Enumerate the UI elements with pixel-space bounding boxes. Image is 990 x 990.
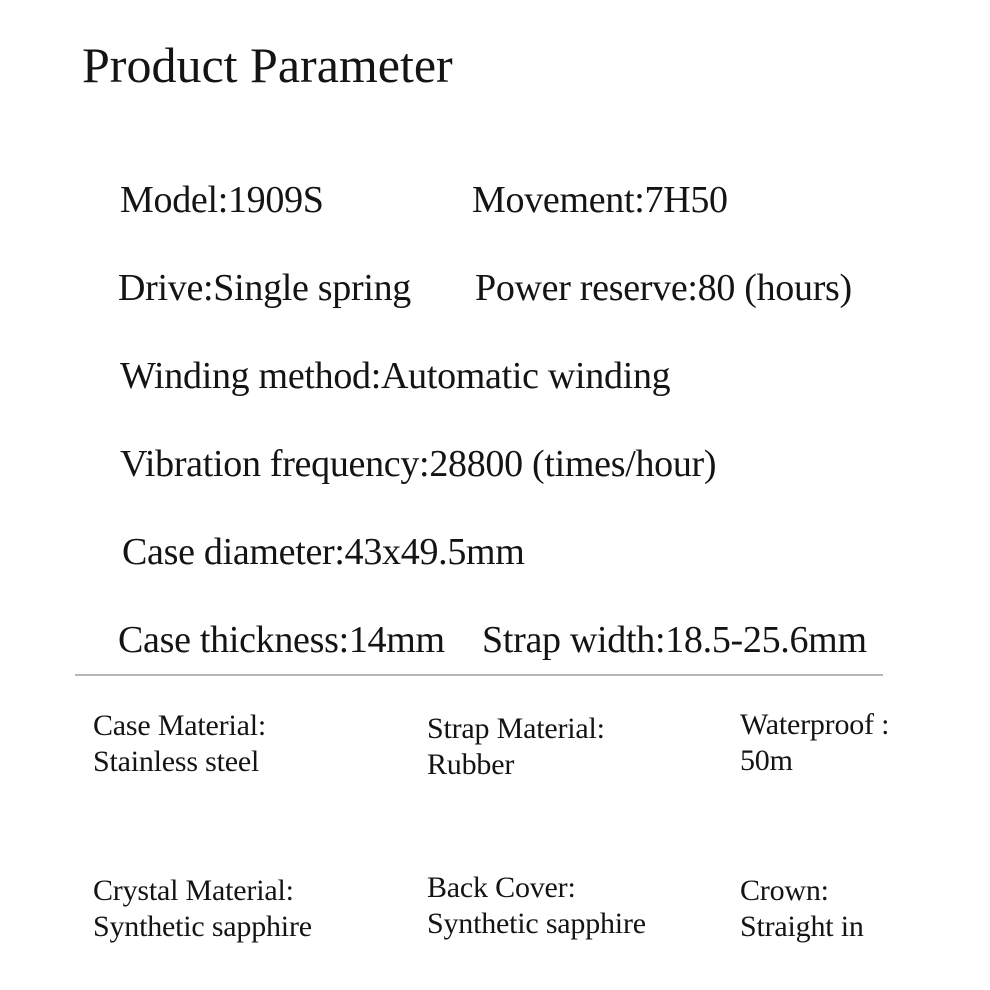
detail-case-material-value: Stainless steel: [93, 745, 260, 778]
spec-drive: Drive:Single spring: [118, 267, 411, 309]
spec-vibration-frequency: Vibration frequency:28800 (times/hour): [120, 443, 717, 485]
spec-power-reserve: Power reserve:80 (hours): [475, 267, 852, 309]
detail-strap-material: [427, 711, 605, 783]
detail-strap-material-value: Rubber: [427, 748, 515, 781]
detail-back-cover: [427, 870, 646, 942]
detail-case-material: [93, 708, 266, 780]
spec-winding-method: Winding method:Automatic winding: [120, 355, 671, 397]
detail-crystal-material-value: Synthetic sapphire: [93, 910, 312, 943]
spec-strap-width: Strap width:18.5-25.6mm: [482, 619, 867, 661]
detail-back-cover-label: Back Cover:: [427, 871, 576, 904]
detail-back-cover-value: Synthetic sapphire: [427, 907, 646, 940]
detail-crown: [740, 873, 864, 945]
detail-crown-label: Crown:: [740, 874, 829, 907]
detail-crystal-material: [93, 873, 312, 945]
detail-waterproof-label: Waterproof :: [740, 708, 890, 741]
detail-crown-value: Straight in: [740, 910, 864, 943]
page-title: Product Parameter: [82, 37, 453, 93]
detail-case-material-label: Case Material:: [93, 709, 266, 742]
detail-crystal-material-label: Crystal Material:: [93, 874, 294, 907]
spec-case-thickness: Case thickness:14mm: [118, 619, 445, 661]
spec-model: Model:1909S: [120, 179, 324, 221]
section-divider: [75, 674, 883, 676]
detail-waterproof: [740, 707, 889, 779]
spec-movement: Movement:7H50: [472, 179, 728, 221]
detail-waterproof-value: 50m: [740, 744, 793, 777]
detail-strap-material-label: Strap Material:: [427, 712, 605, 745]
spec-case-diameter: Case diameter:43x49.5mm: [122, 531, 525, 573]
